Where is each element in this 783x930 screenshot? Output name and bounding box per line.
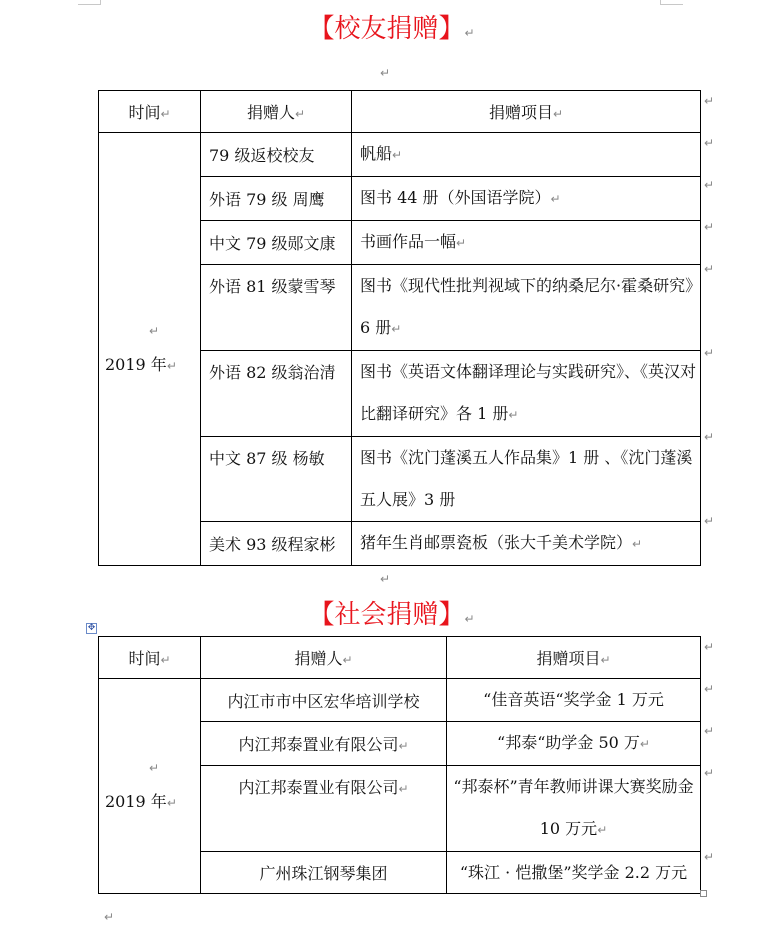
header-donor: 捐赠人↵: [201, 637, 447, 679]
table-move-handle[interactable]: ✥: [87, 623, 96, 633]
social-title-text: 【社会捐赠】: [308, 600, 465, 630]
page-corner-mark: [78, 0, 101, 5]
social-donation-title: [0, 598, 783, 636]
donor-cell: 内江邦泰置业有限公司↵: [201, 722, 447, 766]
table-header-row: [99, 637, 701, 679]
donor-cell: 79 级返校校友: [201, 133, 352, 177]
header-item: 捐赠项目↵: [447, 637, 701, 679]
item-cell: 帆船↵: [352, 133, 701, 177]
year-cell: ↵ 2019 年↵: [99, 133, 201, 566]
donor-cell: 内江邦泰置业有限公司↵: [201, 766, 447, 852]
year-cell: ↵ 2019 年↵: [99, 679, 201, 894]
item-cell: 书画作品一幅↵: [352, 221, 701, 265]
item-cell: 图书《现代性批判视域下的纳桑尼尔·霍桑研究》6 册↵: [352, 265, 701, 351]
item-cell: 图书《沈门蓬溪五人作品集》1 册 、《沈门蓬溪五人展》3 册: [352, 437, 701, 522]
table-header-row: [99, 91, 701, 133]
donor-cell: 中文 79 级郧文康: [201, 221, 352, 265]
paragraph-mark: ↵: [464, 612, 475, 626]
table-resize-handle[interactable]: [700, 890, 707, 897]
item-cell: 猪年生肖邮票瓷板（张大千美术学院）↵: [352, 522, 701, 566]
page-corner-mark: [660, 0, 683, 5]
paragraph-mark: ↵: [464, 26, 475, 40]
table-row: [99, 133, 701, 177]
paragraph-mark: ↵: [380, 572, 391, 586]
item-cell: “珠江 · 恺撒堡”奖学金 2.2 万元: [447, 852, 701, 894]
header-time: 时间↵: [99, 91, 201, 133]
alumni-donation-table: [98, 90, 701, 566]
item-cell: “佳音英语“奖学金 1 万元: [447, 679, 701, 722]
alumni-donation-title: [0, 12, 783, 50]
donor-cell: 外语 82 级翁治清: [201, 351, 352, 437]
header-time: 时间↵: [99, 637, 201, 679]
donor-cell: 外语 81 级蒙雪琴: [201, 265, 352, 351]
donor-cell: 中文 87 级 杨敏: [201, 437, 352, 522]
donor-cell: 广州珠江钢琴集团: [201, 852, 447, 894]
item-cell: 图书 44 册（外国语学院）↵: [352, 177, 701, 221]
paragraph-mark: ↵: [104, 910, 115, 924]
item-cell: “邦泰杯”青年教师讲课大赛奖励金 10 万元↵: [447, 766, 701, 852]
paragraph-mark: ↵: [380, 66, 391, 80]
social-donation-table: [98, 636, 701, 894]
item-cell: “邦泰“助学金 50 万↵: [447, 722, 701, 766]
header-item: 捐赠项目↵: [352, 91, 701, 133]
alumni-title-text: 【校友捐赠】: [308, 14, 465, 44]
header-donor: 捐赠人↵: [201, 91, 352, 133]
table-row: [99, 679, 701, 722]
donor-cell: 外语 79 级 周鹰: [201, 177, 352, 221]
item-cell: 图书《英语文体翻译理论与实践研究》、《英汉对比翻译研究》各 1 册↵: [352, 351, 701, 437]
donor-cell: 内江市市中区宏华培训学校: [201, 679, 447, 722]
donor-cell: 美术 93 级程家彬: [201, 522, 352, 566]
